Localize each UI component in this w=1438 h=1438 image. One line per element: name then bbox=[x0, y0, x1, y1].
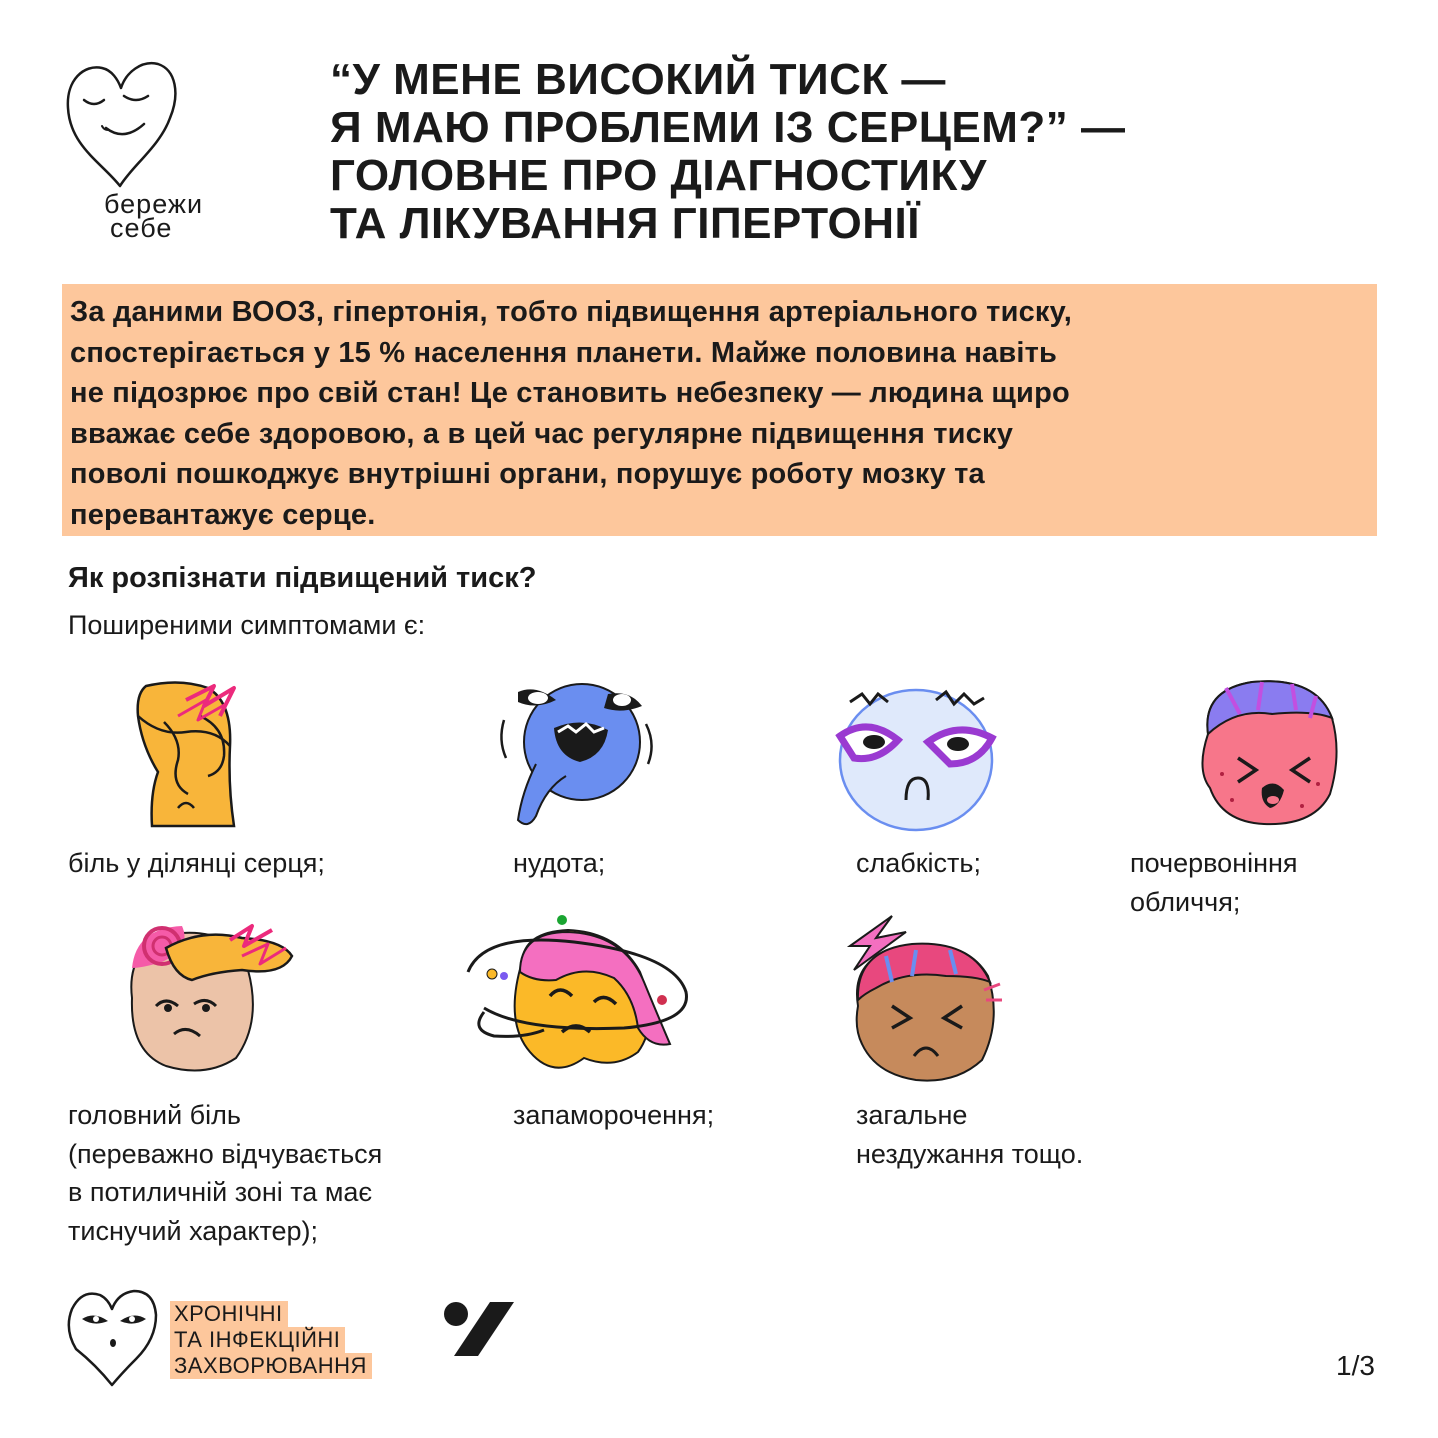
page-title bbox=[330, 56, 1390, 248]
symptom-label bbox=[68, 844, 325, 883]
symptom-text: почервоніння bbox=[1130, 848, 1298, 878]
symptom-label bbox=[856, 844, 981, 883]
symptom-text: нудота; bbox=[513, 848, 606, 878]
symptom-text: (переважно відчувається bbox=[68, 1138, 383, 1169]
red-face-icon bbox=[1192, 674, 1342, 830]
symptom-label bbox=[68, 1096, 382, 1250]
title-line-2: Я МАЮ ПРОБЛЕМИ ІЗ СЕРЦЕМ?” — bbox=[330, 103, 1126, 152]
intro-line: За даними ВООЗ, гіпертонія, тобто підвищення артеріального тиску, bbox=[70, 296, 1073, 328]
symptom-text: обличчя; bbox=[1130, 886, 1241, 917]
category-heart-icon bbox=[66, 1285, 158, 1387]
symptom-label bbox=[1130, 844, 1298, 921]
symptom-text: тиснучий характер); bbox=[68, 1215, 319, 1246]
symptom-text: в потиличній зоні та має bbox=[68, 1177, 373, 1207]
intro-line: поволі пошкоджує внутрішні органи, порушує роботу мозку та bbox=[70, 458, 985, 490]
heart-pain-icon bbox=[130, 676, 250, 832]
intro-line: вважає себе здоровою, а в цей час регулярне підвищення тиску bbox=[70, 417, 1014, 450]
section-lead: Поширеними симптомами є: bbox=[68, 610, 426, 640]
intro-line: не підозрює про свій стан! Це становить небезпеку — людина щиро bbox=[70, 377, 1070, 409]
weakness-face-icon bbox=[832, 676, 1000, 832]
symptom-label bbox=[513, 1096, 714, 1135]
category-line: ТА ІНФЕКЦІЙНІ bbox=[170, 1327, 345, 1353]
brand-wordmark bbox=[104, 189, 204, 243]
symptom-label bbox=[856, 1096, 1083, 1173]
brand-line-2: себе bbox=[110, 213, 173, 243]
headache-face-icon bbox=[122, 918, 298, 1076]
brand-heart-logo-icon bbox=[62, 58, 180, 188]
symptom-text: головний біль bbox=[68, 1100, 241, 1130]
brand-line-1: бережи bbox=[104, 189, 204, 219]
category-tag bbox=[170, 1301, 372, 1379]
dizzy-face-icon bbox=[464, 912, 694, 1082]
symptom-text: слабкість; bbox=[856, 848, 981, 878]
intro-line: спостерігається у 15 % населення планети. Майже половина навіть bbox=[70, 336, 1058, 369]
intro-paragraph bbox=[70, 292, 1369, 535]
symptom-text: нездужання тощо. bbox=[856, 1138, 1084, 1169]
title-line-4: ТА ЛІКУВАННЯ ГІПЕРТОНІЇ bbox=[330, 199, 920, 248]
section-heading: Як розпізнати підвищений тиск? bbox=[68, 562, 537, 594]
nausea-face-icon bbox=[496, 680, 660, 830]
category-line: ЗАХВОРЮВАННЯ bbox=[170, 1353, 372, 1379]
title-line-3: ГОЛОВНЕ ПРО ДІАГНОСТИКУ bbox=[330, 151, 987, 200]
symptom-label bbox=[513, 844, 605, 883]
symptom-text: загальне bbox=[856, 1100, 968, 1130]
symptom-text: біль у ділянці серця; bbox=[68, 848, 325, 878]
intro-line: перевантажує серце. bbox=[70, 498, 376, 531]
partner-logo-icon bbox=[442, 1300, 514, 1358]
malaise-face-icon bbox=[846, 910, 1002, 1084]
intro-highlight-box bbox=[62, 284, 1377, 536]
page-number: 1/3 bbox=[1336, 1350, 1375, 1381]
title-line-1: “У МЕНЕ ВИСОКИЙ ТИСК — bbox=[330, 55, 946, 104]
category-line: ХРОНІЧНІ bbox=[170, 1301, 288, 1327]
symptom-text: запаморочення; bbox=[513, 1100, 715, 1130]
